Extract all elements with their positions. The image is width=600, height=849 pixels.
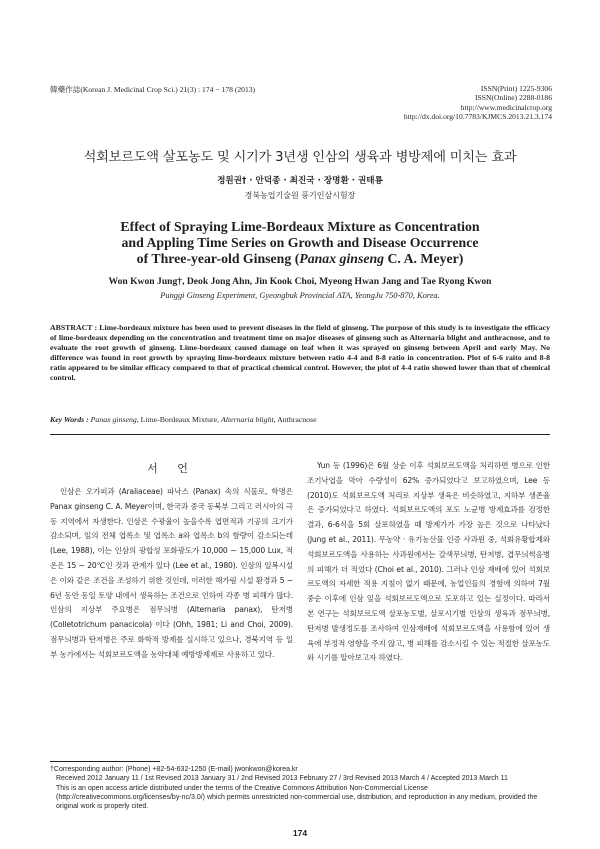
introduction-left-column: 인삼은 오가피과 (Araliaceae) 파낙스 (Panax) 속의 식물로, 학명은 Panax ginseng C. A. Meyer이며, 한국과 중국 동북부 그리고 러시아의 극동 지역에서 자생한다. 인삼은 수광율이 높을수록 엽면적과 기공의 크기가 감소되며, 잎의 전체 엽록소 및 엽록소 a와 엽록소 b의 함량이 감소되는데 (Lee, 1988), 이는 인삼의 광합성 포화광도가 10,000 ~ 15,000 Lux, 적온은 15 ~ 20℃인 것과 관계가 있다 (Lee et al., 1980). 인삼의 일복시설은 이와 같은 조건을 조성하기 위한 것인데, 이러한 해가림 시설 환경과 5 ~ 6년 동안 동일 토양 내에서 생육하는 조건으로 인하여 각종 병 피해가 많다. 인삼의 지상부 주요병은 점무늬병 (Alternaria panax), 탄저병 (Colletotrichum panacicola) 이다 (Ohh, 1981; Li and Choi, 2009). 점무늬병과 탄저병은 주로 화학적 방제를 실시하고 있으나, 경북지역 등 일부 농가에서는 석회보르도액을 농약대체 예방방제제로 사용하고 있다. [50, 487, 293, 659]
english-authors: Won Kwon Jung†, Deok Jong Ahn, Jin Kook Choi, Myeong Hwan Jang and Tae Ryong Kwon [108, 276, 492, 287]
keywords [50, 415, 550, 424]
issn-block [404, 84, 552, 122]
keyword-2: , Lime-Bordeaux Mixture, [136, 415, 222, 424]
doi-link[interactable]: http://dx.doi.org/10.7783/KJMCS.2013.21.3.174 [403, 112, 552, 122]
footnote [50, 765, 550, 811]
page-number: 174 [292, 828, 308, 838]
korean-authors: 정원권† · 안덕종 · 최진국 · 장명환 · 권태룡 [217, 176, 383, 186]
title-line-3-post: C. A. Meyer) [384, 251, 464, 266]
species-name: Panax ginseng [299, 251, 385, 266]
issn-online: ISSN(Online) 2288-0186 [475, 93, 552, 103]
issn-print: ISSN(Print) 1225-9306 [480, 84, 552, 93]
keywords-label: Key Words : [50, 415, 91, 424]
keyword-4: , Anthracnose [273, 415, 317, 424]
footnote-divider [50, 761, 160, 762]
journal-citation: 韓藥作誌(Korean J. Medicinal Crop Sci.) 21(3) : 174 − 178 (2013) [50, 85, 256, 94]
korean-affiliation: 경북농업기술원 풍기인삼시험장 [244, 191, 356, 200]
abstract: ABSTRACT : Lime-bordeaux mixture has been used to prevent diseases in the field of ginseng. The purpose of this study is to investigate the efficacy of lime-bordeaux depending on the concentration and treatment time on major diseases of ginseng such as Alternaria blight and anthracnose, and to evaluate the root growth of ginseng. Lime-bordeaux caused damage on leaf when it was sprayed on ginseng between April and early May. No difference was found in root growth by spraying lime-bordeaux mixture between ratio 4-4 and 8-8 ratio in concentration. Plot of 6-6 raito and 8-8 ratio appeared to be similar efficacy compared to that of practical chemical control. However, the plot of 4-4 ratio showed lower than that of chemical control. [50, 323, 550, 382]
journal-website-link[interactable]: http://www.medicinalcrop.org [460, 102, 552, 112]
section-divider [50, 434, 550, 435]
keyword-1: Panax ginseng [90, 415, 137, 424]
license-statement: This is an open access article distributed under the terms of the Creative Commons Attribution Non-Commercial License (http://creativecommons.org/licenses/by-nc/3.0/) which permits unrestricted non-commercial use, distribution, and reproduction in any medium, provided the original work is properly cited. [56, 784, 538, 811]
title-line-3-pre: of Three-year-old Ginseng ( [136, 251, 300, 266]
english-title-line-3 [60, 251, 540, 267]
english-title-line-2: and Appling Time Series on Growth and Disease Occurrence [121, 235, 479, 250]
corresponding-author: †Corresponding author: (Phone) +82-54-632-1250 (E-mail) jwonkwon@korea.kr [50, 766, 298, 773]
korean-title: 석회보르도액 살포농도 및 시기가 3년생 인삼의 생육과 병방제에 미치는 효과 [83, 150, 517, 165]
introduction-right-column: Yun 등 (1996)은 6월 상순 이후 석회보르도액을 처리하면 병으로 인한 조기낙엽을 막아 수량성이 62% 증가되었다고 보고하였으며, Lee 등 (2010)도 석회보르도액 처리로 지상부 생육은 비슷하였고, 지하부 생존율은 증가되었다고 하였다. 석회보르도액의 포도 노균병 방제효과를 검정한 결과, 6-6식을 5회 살포하였을 때 방제가가 가장 높은 것으로 나타났다 (Jung et al., 2011). 무농약 · 유기농산물 인증 사과원 중, 석회유황합제와 석회보르도액을 사용하는 사과원에서는 갈색무늬병, 탄저병, 겹무늬썩음병의 피해가 더 적었다 (Choi et al., 2010). 그러나 인삼 재배에 있어 석회보르도액의 자세한 적용 지침이 없기 때문에, 농업인들의 경험에 의하여 7월 중순 이후에 인삼 잎을 석회보르도액으로 도포하고 있는 실정이다. 따라서 본 연구는 석회보르도액 살포농도별, 살포시기별 인삼의 생육과 점무늬병, 탄저병 발생정도를 조사하여 인삼재배에 석회보르도액을 사용함에 있어 생육에 부정적 영향을 주지 않고, 병 피해를 감소시킬 수 있는 적절한 살포농도와 시기를 알아보고자 하였다. [307, 461, 550, 663]
english-title [60, 219, 540, 267]
keyword-3: Alternaria blight [221, 415, 274, 424]
english-title-line-1: Effect of Spraying Lime-Bordeaux Mixture as Concentration [120, 219, 480, 234]
english-affiliation: Punggi Ginseng Experiment, Gyeongbuk Provincial ATA, YeongJu 750-870, Korea. [160, 291, 440, 300]
introduction-heading: 서 언 [147, 462, 196, 475]
received-dates: Received 2012 January 11 / 1st Revised 2013 January 31 / 2nd Revised 2013 February 27 / 3rd Revised 2013 March 4 / Accepted 2013 March 11 [56, 775, 508, 783]
